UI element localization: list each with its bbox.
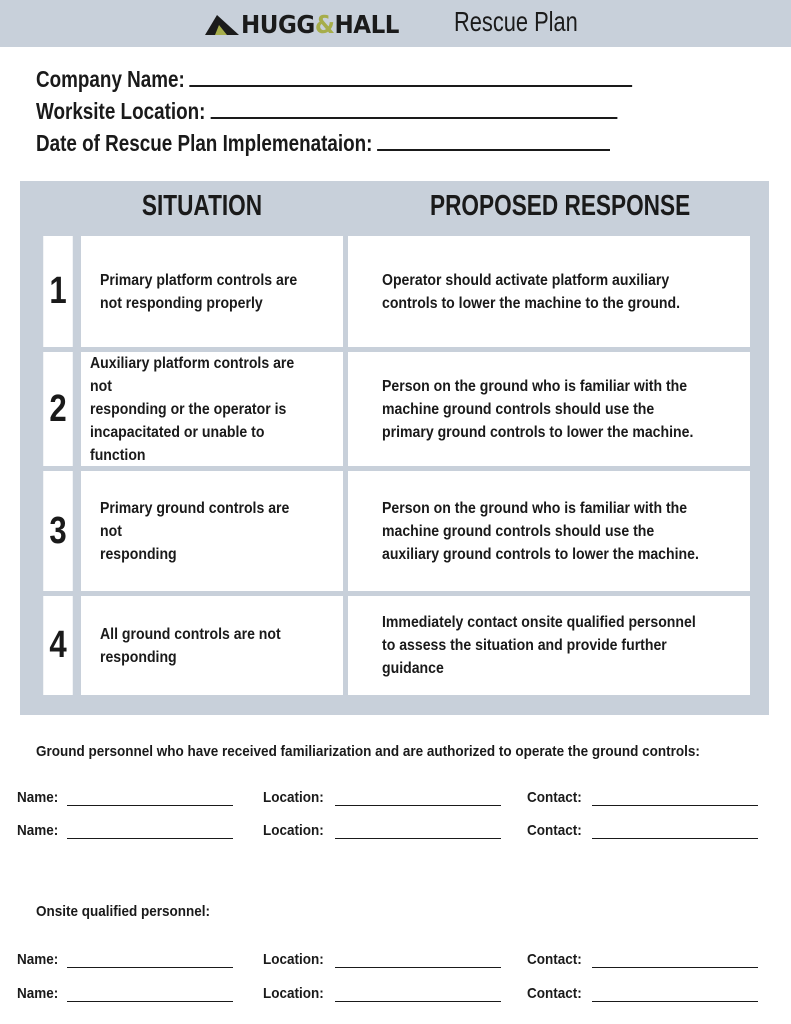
response-text: Operator should activate platform auxiliary controls to lower the machine to the ground.	[348, 236, 750, 347]
ground-name-field	[17, 789, 233, 806]
ground-location-line[interactable]	[335, 792, 501, 806]
ground-contact-line[interactable]	[592, 825, 758, 839]
situation-header: SITUATION	[141, 190, 263, 222]
onsite-location-field	[263, 951, 501, 968]
ground-contact-line[interactable]	[592, 792, 758, 806]
situation-text: All ground controls are not responding	[81, 596, 343, 695]
page-title: Rescue Plan	[454, 6, 578, 37]
response-text: Person on the ground who is familiar with the machine ground controls should use the primary ground controls to lower the machine.	[348, 352, 750, 466]
row-number: 1	[43, 236, 73, 347]
ground-location-field	[263, 789, 501, 806]
name-label: Name:	[17, 822, 59, 839]
mountain-logo-icon	[205, 13, 239, 35]
onsite-contact-line[interactable]	[592, 988, 758, 1002]
situation-text: Primary ground controls are not responding	[81, 471, 343, 591]
proposed-response-header: PROPOSED RESPONSE	[430, 190, 691, 222]
row-number: 2	[43, 352, 73, 466]
brand-logo	[205, 8, 413, 40]
worksite-location-field	[36, 98, 617, 125]
name-label: Name:	[17, 789, 59, 806]
ground-contact-field	[527, 822, 758, 839]
ground-name-line[interactable]	[67, 825, 233, 839]
onsite-contact-field	[527, 985, 758, 1002]
ground-personnel-heading: Ground personnel who have received familiarization and are authorized to operate the ground controls:	[36, 743, 700, 760]
worksite-location-label: Worksite Location:	[36, 98, 206, 124]
response-text: Immediately contact onsite qualified personnel to assess the situation and provide further guidance	[348, 596, 750, 695]
implementation-date-field	[36, 130, 610, 157]
company-name-label: Company Name:	[36, 66, 185, 92]
contact-label: Contact:	[527, 951, 582, 968]
company-name-field	[36, 66, 633, 93]
situation-text: Primary platform controls are not responding properly	[81, 236, 343, 347]
onsite-location-line[interactable]	[335, 954, 501, 968]
onsite-name-line[interactable]	[67, 954, 233, 968]
contact-label: Contact:	[527, 985, 582, 1002]
name-label: Name:	[17, 985, 59, 1002]
onsite-location-field	[263, 985, 501, 1002]
ground-location-line[interactable]	[335, 825, 501, 839]
location-label: Location:	[263, 985, 324, 1002]
ground-location-field	[263, 822, 501, 839]
brand-name: HUGG&HALL	[241, 9, 399, 39]
onsite-location-line[interactable]	[335, 988, 501, 1002]
ground-name-line[interactable]	[67, 792, 233, 806]
ground-name-field	[17, 822, 233, 839]
row-number: 4	[43, 596, 73, 695]
situation-text: Auxiliary platform controls are not responding or the operator is incapacitated or unable to function	[81, 352, 343, 466]
onsite-name-line[interactable]	[67, 988, 233, 1002]
onsite-personnel-heading: Onsite qualified personnel:	[36, 903, 211, 920]
company-name-line[interactable]	[190, 67, 633, 87]
onsite-contact-line[interactable]	[592, 954, 758, 968]
header-bar	[0, 0, 791, 47]
onsite-name-field	[17, 951, 233, 968]
implementation-date-line[interactable]	[377, 131, 610, 151]
onsite-name-field	[17, 985, 233, 1002]
contact-label: Contact:	[527, 822, 582, 839]
name-label: Name:	[17, 951, 59, 968]
row-number: 3	[43, 471, 73, 591]
onsite-contact-field	[527, 951, 758, 968]
location-label: Location:	[263, 822, 324, 839]
worksite-location-line[interactable]	[210, 99, 617, 119]
ground-contact-field	[527, 789, 758, 806]
contact-label: Contact:	[527, 789, 582, 806]
response-text: Person on the ground who is familiar with the machine ground controls should use the auxiliary ground controls to lower the machine.	[348, 471, 750, 591]
location-label: Location:	[263, 951, 324, 968]
implementation-date-label: Date of Rescue Plan Implemenataion:	[36, 130, 373, 156]
location-label: Location:	[263, 789, 324, 806]
